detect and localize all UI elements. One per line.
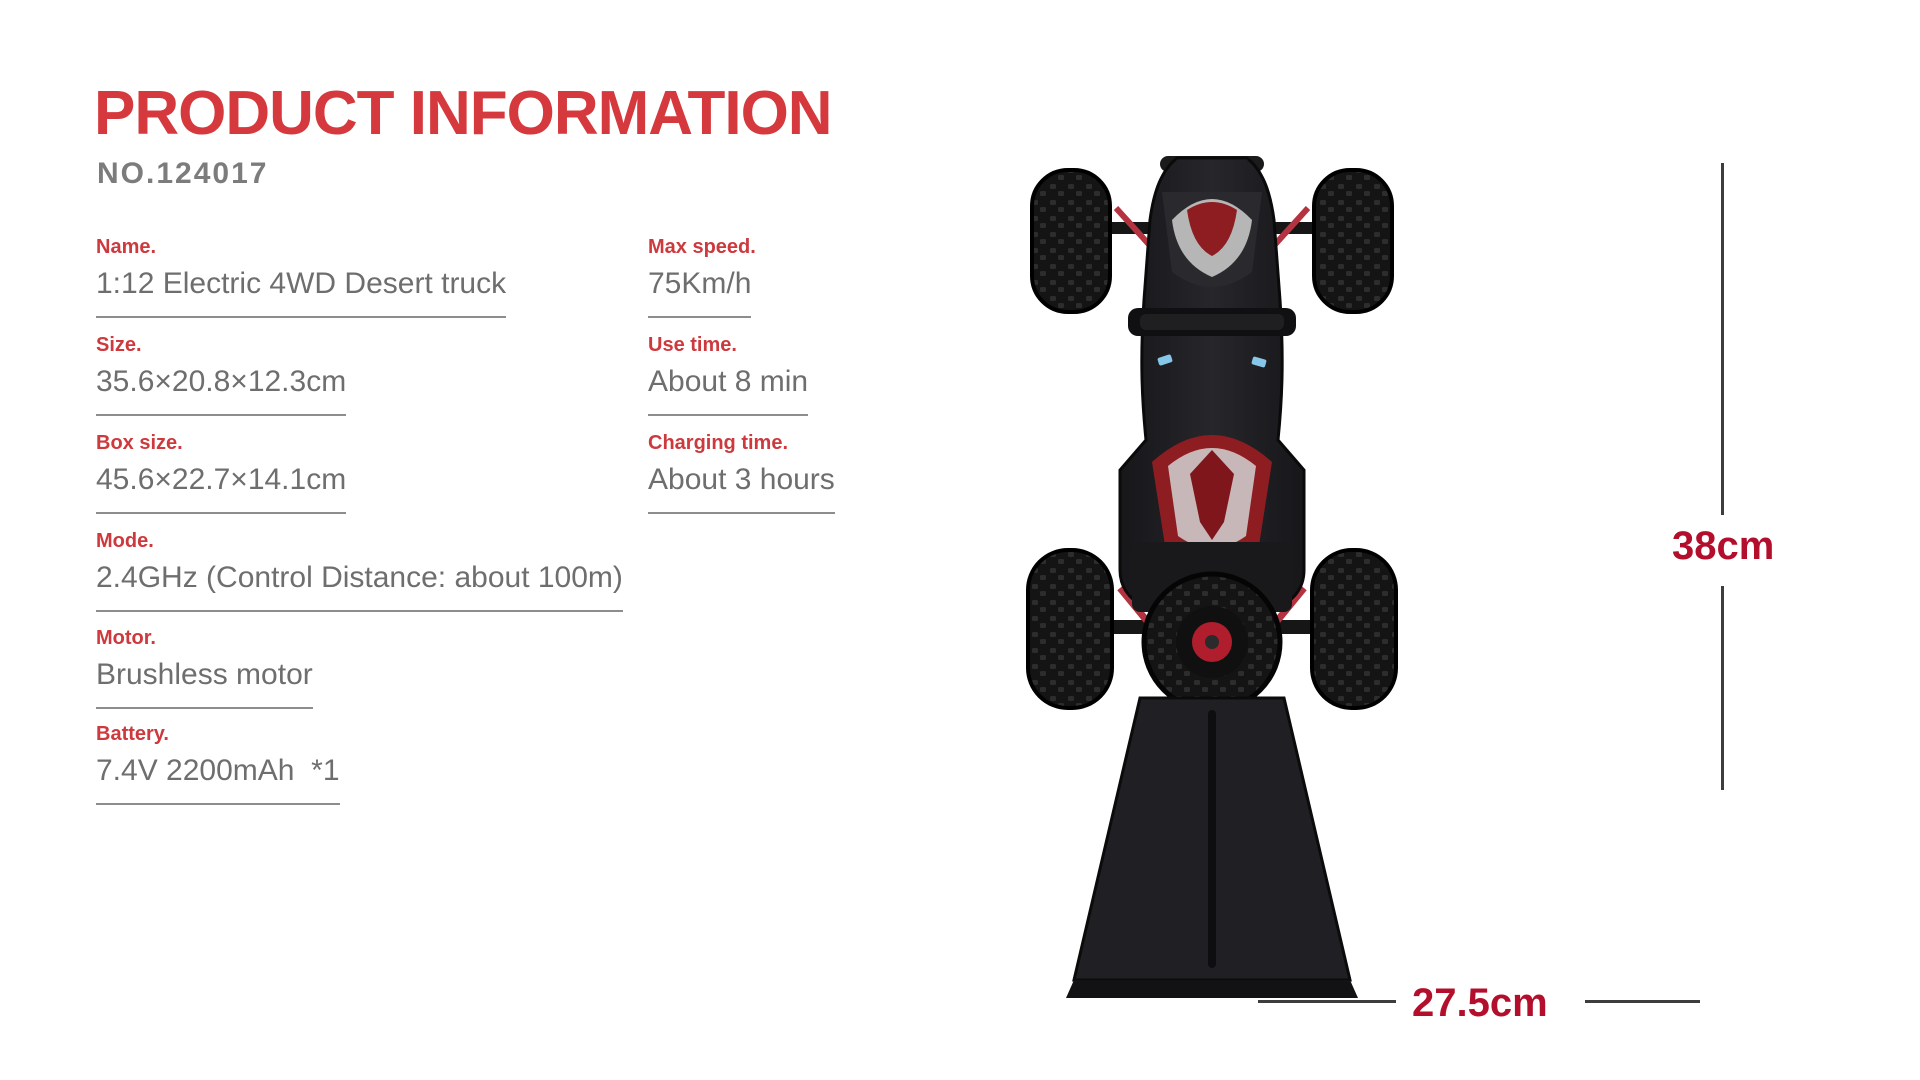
rc-car-illustration — [1012, 150, 1412, 1005]
page-title: PRODUCT INFORMATION — [94, 79, 832, 148]
spec-value: 45.6×22.7×14.1cm — [96, 463, 346, 514]
spec-label: Name. — [96, 236, 157, 258]
spec-label: Box size. — [96, 432, 183, 454]
spec-box-size — [96, 432, 346, 514]
front-left-wheel — [1032, 170, 1110, 312]
height-dimension-line-bottom — [1721, 586, 1724, 790]
width-dimension-line-left — [1258, 1000, 1396, 1003]
height-dimension-line-top — [1721, 163, 1724, 515]
spec-value: 35.6×20.8×12.3cm — [96, 365, 346, 416]
spec-value: 2.4GHz (Control Distance: about 100m) — [96, 561, 623, 612]
spec-label: Battery. — [96, 723, 169, 745]
spec-label: Size. — [96, 334, 142, 356]
spec-value: About 8 min — [648, 365, 808, 416]
spec-label: Mode. — [96, 530, 154, 552]
spec-name — [96, 236, 506, 318]
spec-label: Motor. — [96, 627, 156, 649]
spec-value: 1:12 Electric 4WD Desert truck — [96, 267, 506, 318]
spec-value: About 3 hours — [648, 463, 835, 514]
rear-left-wheel — [1028, 550, 1112, 708]
roll-bar-inner — [1140, 314, 1284, 330]
rear-right-wheel — [1312, 550, 1396, 708]
spec-battery — [96, 723, 340, 805]
width-dimension-label: 27.5cm — [1412, 981, 1548, 1025]
rear-wing-spine — [1208, 710, 1216, 968]
rear-wing-lip — [1066, 980, 1358, 998]
spec-value: Brushless motor — [96, 658, 313, 709]
height-dimension-label: 38cm — [1672, 524, 1775, 568]
spec-charging-time — [648, 432, 835, 514]
spec-size — [96, 334, 346, 416]
spec-label: Use time. — [648, 334, 737, 356]
spec-value: 7.4V 2200mAh *1 — [96, 754, 340, 805]
spec-motor — [96, 627, 313, 709]
front-right-wheel — [1314, 170, 1392, 312]
spare-tire-bolt — [1205, 635, 1219, 649]
spec-value: 75Km/h — [648, 267, 751, 318]
rc-car-top-view-image — [1012, 150, 1412, 1005]
spec-mode — [96, 530, 623, 612]
width-dimension-line-right — [1585, 1000, 1700, 1003]
spec-max-speed — [648, 236, 756, 318]
spec-label: Charging time. — [648, 432, 789, 454]
spec-label: Max speed. — [648, 236, 756, 258]
spec-use-time — [648, 334, 808, 416]
model-number: NO.124017 — [97, 157, 269, 190]
